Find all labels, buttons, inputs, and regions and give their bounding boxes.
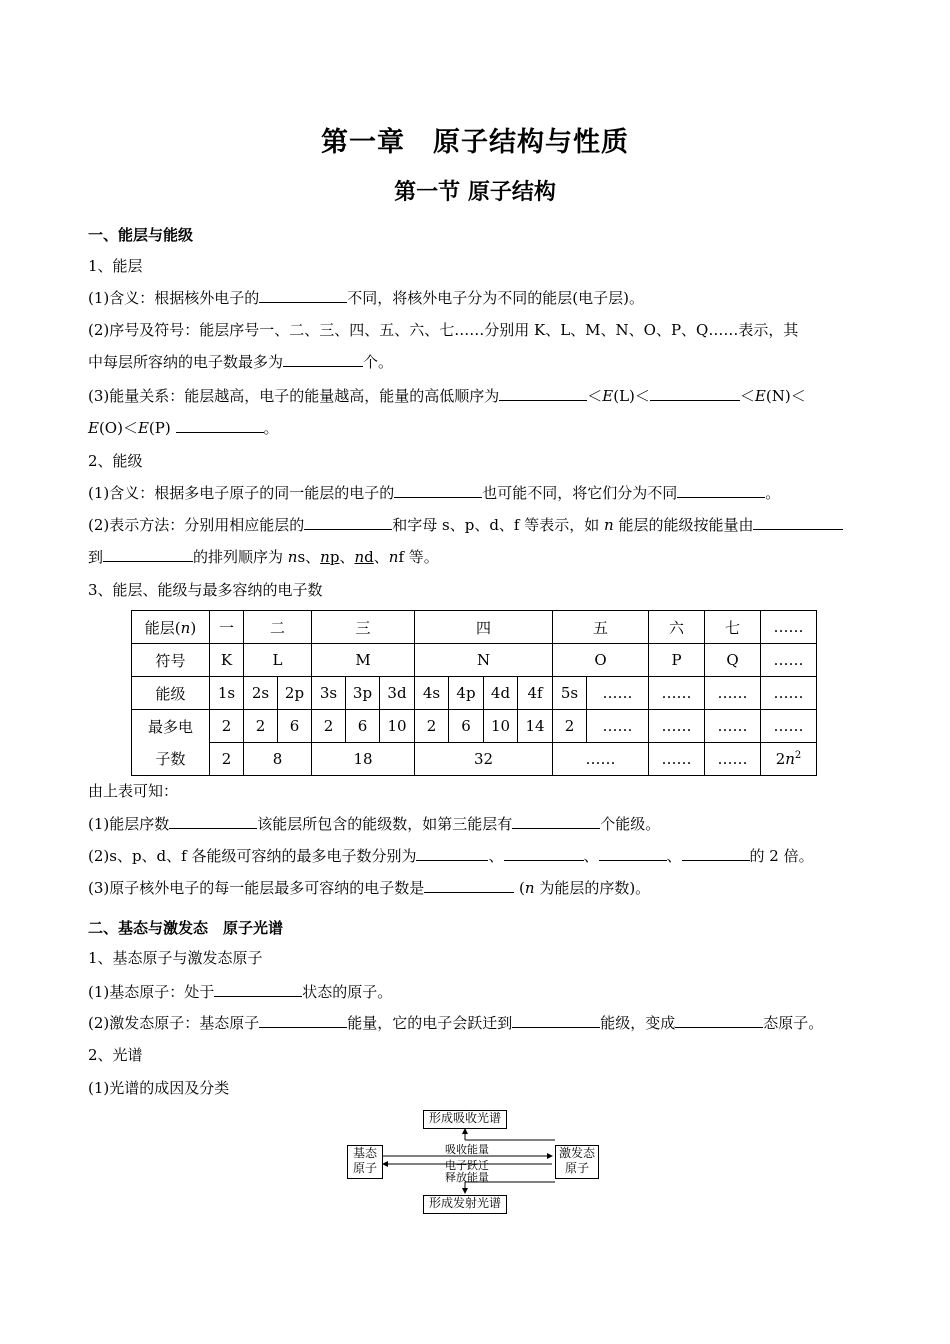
para-spectrum-origin: (1)光谱的成因及分类 <box>88 1079 230 1097</box>
table-cell: 18 <box>312 743 415 776</box>
table-cell: 2 <box>415 710 449 743</box>
table-cell: 5s <box>553 677 587 710</box>
emission-spectrum-box: 形成发射光谱 <box>423 1195 507 1214</box>
para-layer-symbols: (2)序号及符号：能层序号一、二、三、四、五、六、七……分别用 K、L、M、N、O、P、Q……表示，其 <box>88 321 799 339</box>
para-level-definition: (1)含义：根据多电子原子的同一能层的电子的 也可能不同，将它们分为不同 。 <box>88 484 781 502</box>
subheading-table: 3、能层、能级与最多容纳的电子数 <box>88 581 323 599</box>
para-excited-state: (2)激发态原子：基态原子 能量，它的电子会跃迁到 能级，变成 态原子。 <box>88 1014 824 1032</box>
table-cell: 6 <box>278 710 312 743</box>
para-conclusion-2: (2)s、p、d、f 各能级可容纳的最多电子数分别为 、 、 、 的 2 倍。 <box>88 847 814 865</box>
table-cell: M <box>312 644 415 677</box>
table-cell: 8 <box>244 743 312 776</box>
table-cell: 6 <box>346 710 380 743</box>
para-ground-state: (1)基态原子：处于 状态的原子。 <box>88 983 393 1001</box>
table-cell: …… <box>649 677 705 710</box>
para-level-order: 到 的排列顺序为 ns、np、nd、nf 等。 <box>88 548 439 566</box>
table-cell: 10 <box>484 710 518 743</box>
table-cell: 3p <box>346 677 380 710</box>
heading-ground-excited: 二、基态与激发态 原子光谱 <box>88 919 284 937</box>
table-cell: 七 <box>705 611 761 644</box>
spectrum-diagram <box>345 1107 601 1215</box>
table-cell: 10 <box>380 710 415 743</box>
table-cell: 2 <box>210 710 244 743</box>
table-cell: 14 <box>518 710 553 743</box>
table-cell: 4d <box>484 677 518 710</box>
subheading-energy-layer: 1、能层 <box>88 257 143 275</box>
fill-blank[interactable] <box>682 846 750 861</box>
table-cell: 2 <box>210 743 244 776</box>
subheading-spectrum: 2、光谱 <box>88 1046 143 1064</box>
table-cell-formula: $2n^2$ <box>761 743 817 776</box>
table-header-max-cont: 子数 <box>132 743 210 776</box>
section-title: 第一节 原子结构 <box>394 179 556 205</box>
fill-blank[interactable] <box>512 1013 600 1028</box>
table-cell: 4f <box>518 677 553 710</box>
para-table-intro: 由上表可知： <box>88 782 179 800</box>
table-cell: 4s <box>415 677 449 710</box>
table-cell: 32 <box>415 743 553 776</box>
fill-blank[interactable] <box>499 386 587 401</box>
fill-blank[interactable] <box>650 386 740 401</box>
table-cell: K <box>210 644 244 677</box>
table-header-layer: 能层(n) <box>132 611 210 644</box>
chapter-title: 第一章 原子结构与性质 <box>321 127 629 158</box>
table-cell: 6 <box>449 710 484 743</box>
fill-blank[interactable] <box>675 1013 763 1028</box>
table-cell: …… <box>553 743 649 776</box>
table-cell: 2p <box>278 677 312 710</box>
fill-blank[interactable] <box>416 846 488 861</box>
fill-blank[interactable] <box>169 814 257 829</box>
table-cell: 2s <box>244 677 278 710</box>
table-cell: 六 <box>649 611 705 644</box>
fill-blank[interactable] <box>424 878 514 893</box>
table-row-level <box>132 677 817 710</box>
table-cell: …… <box>705 710 761 743</box>
table-cell: N <box>415 644 553 677</box>
table-cell: 五 <box>553 611 649 644</box>
table-cell: …… <box>587 677 649 710</box>
para-conclusion-3: (3)原子核外电子的每一能层最多可容纳的电子数是 (n 为能层的序数)。 <box>88 879 651 897</box>
table-cell: 4p <box>449 677 484 710</box>
fill-blank[interactable] <box>283 352 363 367</box>
table-cell: 三 <box>312 611 415 644</box>
table-row-layer <box>132 611 817 644</box>
heading-energy-layers-levels: 一、能层与能级 <box>88 226 194 244</box>
table-cell: 二 <box>244 611 312 644</box>
excited-state-box: 激发态 原子 <box>555 1145 599 1179</box>
table-cell: O <box>553 644 649 677</box>
fill-blank[interactable] <box>504 846 584 861</box>
para-layer-energy-order-cont: E(O)＜E(P) 。 <box>88 419 279 437</box>
fill-blank[interactable] <box>599 846 667 861</box>
table-cell: …… <box>761 710 817 743</box>
para-layer-capacity: 中每层所容纳的电子数最多为 个。 <box>88 353 394 371</box>
table-cell: …… <box>705 743 761 776</box>
table-cell: 2 <box>553 710 587 743</box>
fill-blank[interactable] <box>677 483 765 498</box>
subheading-energy-level: 2、能级 <box>88 452 143 470</box>
table-cell: 2 <box>244 710 278 743</box>
table-cell: P <box>649 644 705 677</box>
fill-blank[interactable] <box>753 515 843 530</box>
table-cell: 1s <box>210 677 244 710</box>
table-cell: 四 <box>415 611 553 644</box>
table-cell: …… <box>649 710 705 743</box>
table-cell: 3d <box>380 677 415 710</box>
fill-blank[interactable] <box>214 982 302 997</box>
table-cell: …… <box>761 644 817 677</box>
para-layer-definition: (1)含义：根据核外电子的 不同，将核外电子分为不同的能层(电子层)。 <box>88 289 644 307</box>
table-cell: …… <box>705 677 761 710</box>
ground-state-box: 基态 原子 <box>347 1145 383 1179</box>
para-layer-energy-order: (3)能量关系：能层越高，电子的能量越高，能量的高低顺序为 ＜E(L)＜ ＜E(N)＜ <box>88 387 806 405</box>
label-absorb-energy: 吸收能量 <box>445 1143 489 1156</box>
fill-blank[interactable] <box>304 515 392 530</box>
fill-blank[interactable] <box>176 418 264 433</box>
energy-level-table <box>131 610 817 776</box>
table-row-max-per-layer <box>132 743 817 776</box>
table-cell: 一 <box>210 611 244 644</box>
table-cell: …… <box>587 710 649 743</box>
table-row-symbol <box>132 644 817 677</box>
subheading-ground-excited: 1、基态原子与激发态原子 <box>88 949 263 967</box>
table-cell: Q <box>705 644 761 677</box>
table-cell: …… <box>649 743 705 776</box>
fill-blank[interactable] <box>103 547 193 562</box>
fill-blank[interactable] <box>259 288 347 303</box>
table-row-max-per-level <box>132 710 817 743</box>
table-cell: L <box>244 644 312 677</box>
para-level-notation: (2)表示方法：分别用相应能层的 和字母 s、p、d、f 等表示，如 n 能层的能级按能量由 <box>88 515 868 535</box>
table-header-max: 最多电 <box>132 710 210 743</box>
table-header-symbol: 符号 <box>132 644 210 677</box>
fill-blank[interactable] <box>512 814 600 829</box>
label-electron-transition: 电子跃迁 <box>445 1159 489 1172</box>
table-cell: 3s <box>312 677 346 710</box>
table-cell: 2 <box>312 710 346 743</box>
label-release-energy: 释放能量 <box>445 1171 489 1184</box>
para-conclusion-1: (1)能层序数 该能层所包含的能级数，如第三能层有 个能级。 <box>88 815 661 833</box>
table-cell: …… <box>761 611 817 644</box>
absorption-spectrum-box: 形成吸收光谱 <box>423 1110 507 1129</box>
table-cell: …… <box>761 677 817 710</box>
fill-blank[interactable] <box>394 483 482 498</box>
fill-blank[interactable] <box>259 1013 347 1028</box>
table-header-level: 能级 <box>132 677 210 710</box>
